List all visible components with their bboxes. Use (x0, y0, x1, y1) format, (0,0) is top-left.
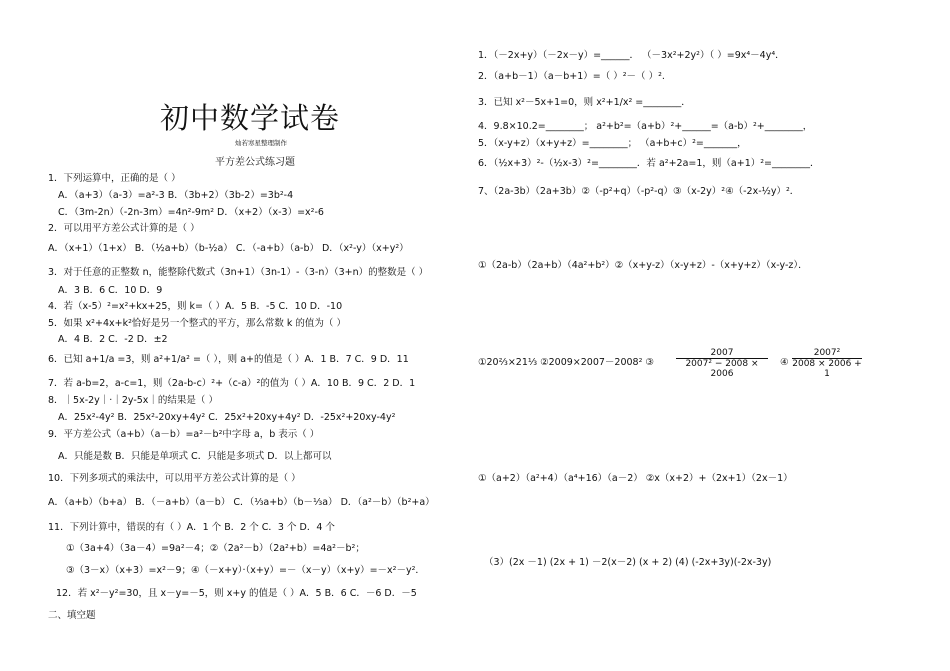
section-heading: 二、填空题 (48, 610, 96, 621)
left-line: 12．若 x²－y²=30，且 x－y=－5，则 x+y 的值是（ ）A．5 B．6 C．－6 D．－5 (56, 588, 417, 599)
right-line: （3）(2x －1) (2x + 1) －2(x－2) (x + 2) (4) (-2x+3y)(-2x-3y) (484, 557, 772, 568)
page-subtitle: 平方差公式练习题 (215, 157, 295, 168)
right-line: ①（a+2）（a²+4）（a⁴+16）（a－2） ②x（x+2）+（2x+1）（2x－1） (478, 473, 793, 484)
left-line: 2．可以用平方差公式计算的是（ ） (48, 223, 200, 234)
left-line: A．（a+3）（a-3）=a²-3 B．（3b+2）（3b-2）=3b²-4 (58, 190, 294, 201)
page-title: 初中数学试卷 (160, 101, 341, 135)
fraction-3 (676, 348, 768, 379)
fraction-numerator: 2007 (710, 348, 734, 358)
left-line: 1．下列运算中，正确的是（ ） (48, 173, 181, 184)
left-line: C．（3m-2n）（-2n-3m）=4n²-9m² D．（x+2）（x-3）=x²-6 (58, 207, 324, 218)
right-line: 6．（½x+3）²-（½x-3）²=________．若 a²+2a=1，则（a+1）²=________． (478, 158, 820, 169)
right-line: 5．（x-y+z）（x+y+z）=________； （a+b+c）²=_______， (478, 138, 747, 149)
right-line: 1．（－2x+y）（－2x－y）=______． （－3x²+2y²）（ ）=9x⁴－4y⁴． (478, 50, 785, 61)
left-line: ①（3a+4）（3a－4）=9a²－4；②（2a²－b）（2a²+b）=4a²－b²； (66, 543, 365, 554)
fraction-denominator: 2008 × 2006 + 1 (792, 359, 862, 379)
right-line: 3．已知 x²－5x+1=0，则 x²+1/x² =________． (478, 97, 691, 108)
right-line: 2．（a+b－1）（a－b+1）=（ ）²－（ ）². (478, 71, 665, 82)
fraction-denominator: 2007² − 2008 × 2006 (676, 358, 768, 379)
left-line: A．25x²-4y² B．25x²-20xy+4y² C．25x²+20xy+4y² D．-25x²+20xy-4y² (58, 412, 396, 423)
left-line: A．（x+1）（1+x） B．（½a+b）（b-½a） C．（-a+b）（a-b） D．（x²-y）（x+y²） (48, 243, 409, 254)
left-line: 9．平方差公式（a+b）（a－b）=a²－b²中字母 a，b 表示（ ） (48, 429, 320, 440)
left-line: 11．下列计算中，错误的有（ ）A．1 个 B．2 个 C．3 个 D．4 个 (48, 522, 335, 533)
left-line: A．3 B．6 C．10 D．9 (58, 285, 163, 296)
left-line: A．只能是数 B．只能是单项式 C．只能是多项式 D．以上都可以 (58, 451, 332, 462)
left-line: 3．对于任意的正整数 n，能整除代数式（3n+1）（3n-1）-（3-n）（3+n）的整数是（ ） (48, 267, 429, 278)
left-line: ③（3－x）（x+3）=x²－9；④（－x+y）·（x+y）=－（x－y）（x+y）=－x²－y²． (66, 565, 425, 576)
left-line: 5．如果 x²+4x+k²恰好是另一个整式的平方，那么常数 k 的值为（ ） (48, 318, 346, 329)
left-line: A．（a+b）（b+a） B．（－a+b）（a－b） C．（⅓a+b）（b－⅓a） D．（a²－b）（b²+a） (48, 497, 435, 508)
left-line: 7．若 a-b=2，a-c=1，则（2a-b-c）²+（c-a）²的值为（ ）A．10 B．9 C．2 D．1 (48, 378, 416, 389)
left-line: 8．｜5x-2y｜·｜2y-5x｜的结果是（ ） (48, 395, 218, 406)
fraction-4 (792, 348, 862, 379)
left-line: A．4 B．2 C．-2 D．±2 (58, 334, 168, 345)
left-line: 10．下列多项式的乘法中，可以用平方差公式计算的是（ ） (48, 473, 301, 484)
left-line: 4．若（x-5）²=x²+kx+25，则 k=（ ）A．5 B．-5 C．10 D．-10 (48, 301, 343, 312)
fraction-numerator: 2007² (813, 348, 841, 358)
right-line: ①（2a-b）（2a+b）（4a²+b²）②（x+y-z）（x-y+z）-（x+y+z）（x-y-z）． (478, 260, 808, 271)
right-line: ①20⅔×21⅓ ②2009×2007－2008² ③ (478, 357, 654, 368)
right-line: 4．9.8×10.2=________； a²+b²=（a+b）²+______=（a-b）²+________， (478, 121, 813, 132)
left-line: 6．已知 a+1/a =3，则 a²+1/a² =（ ），则 a+的值是（ ）A．1 B．7 C．9 D．11 (48, 354, 409, 365)
author-note: 灿若寒星整理制作 (235, 139, 287, 147)
fraction-prefix: ④ (780, 357, 789, 368)
right-line: 7、（2a-3b）（2a+3b）②（-p²+q）（-p²-q）③（x-2y）²④（-2x-½y）²． (478, 186, 800, 197)
